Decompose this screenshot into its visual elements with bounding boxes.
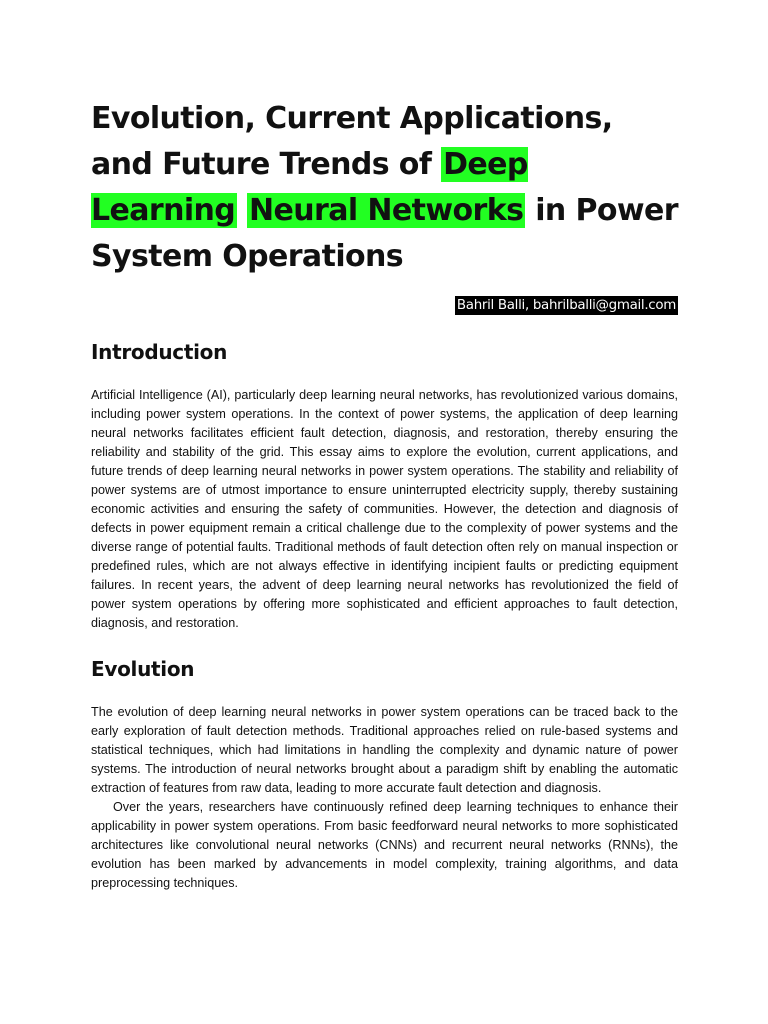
- author-byline: Bahril Balli, bahrilballi@gmail.com: [456, 298, 676, 313]
- evolution-paragraph-2: Over the years, researchers have continuously refined deep learning techniques to enhance their applicability in power system operations. From basic feedforward neural networks to more sophisticated architectures like convolutional neural networks (CNNs) and recurrent neural networks (RNNs), the evolution has been marked by advancements in model complexity, training algorithms, and data preprocessing techniques.: [91, 800, 678, 890]
- evolution-heading: Evolution: [91, 657, 195, 681]
- author-line: [91, 294, 678, 316]
- document-title: [91, 96, 678, 280]
- title-highlight-neural-networks: Neural Networks: [249, 193, 524, 228]
- title-highlight-deep-learning: Deep Learning: [91, 147, 528, 228]
- document-page: [91, 96, 678, 893]
- evolution-paragraph-1: The evolution of deep learning neural networks in power system operations can be traced back to the early exploration of fault detection methods. Traditional approaches relied on rule-based systems and statistical techniques, which had limitations in handling the complexity and dynamic nature of power systems. The introduction of neural networks brought about a paradigm shift by enabling the automatic extraction of features from raw data, leading to more accurate fault detection and diagnosis.: [91, 705, 678, 795]
- title-space: [237, 193, 247, 228]
- introduction-heading: Introduction: [91, 340, 228, 364]
- introduction-paragraph: Artificial Intelligence (AI), particularly deep learning neural networks, has revolutionized various domains, including power system operations. In the context of power systems, the application of deep learning neural networks facilitates efficient fault detection, diagnosis, and restoration, thereby ensuring the reliability and stability of the grid. This essay aims to explore the evolution, current applications, and future trends of deep learning neural networks in power system operations. The stability and reliability of power systems are of utmost importance to ensure uninterrupted electricity supply, thereby sustaining economic activities and ensuring the safety of communities. However, the detection and diagnosis of defects in power equipment remain a critical challenge due to the complexity of power systems and the diverse range of potential faults. Traditional methods of fault detection often rely on manual inspection or predefined rules, which are not always effective in identifying incipient faults or predicting equipment failures. In recent years, the advent of deep learning neural networks has revolutionized the field of power system operations by offering more sophisticated and efficient approaches to fault detection, diagnosis, and restoration.: [91, 388, 678, 630]
- title-text-end: in Power System Operations: [91, 193, 678, 274]
- title-text-start: Evolution, Current Applications, and Future Trends of: [91, 101, 613, 182]
